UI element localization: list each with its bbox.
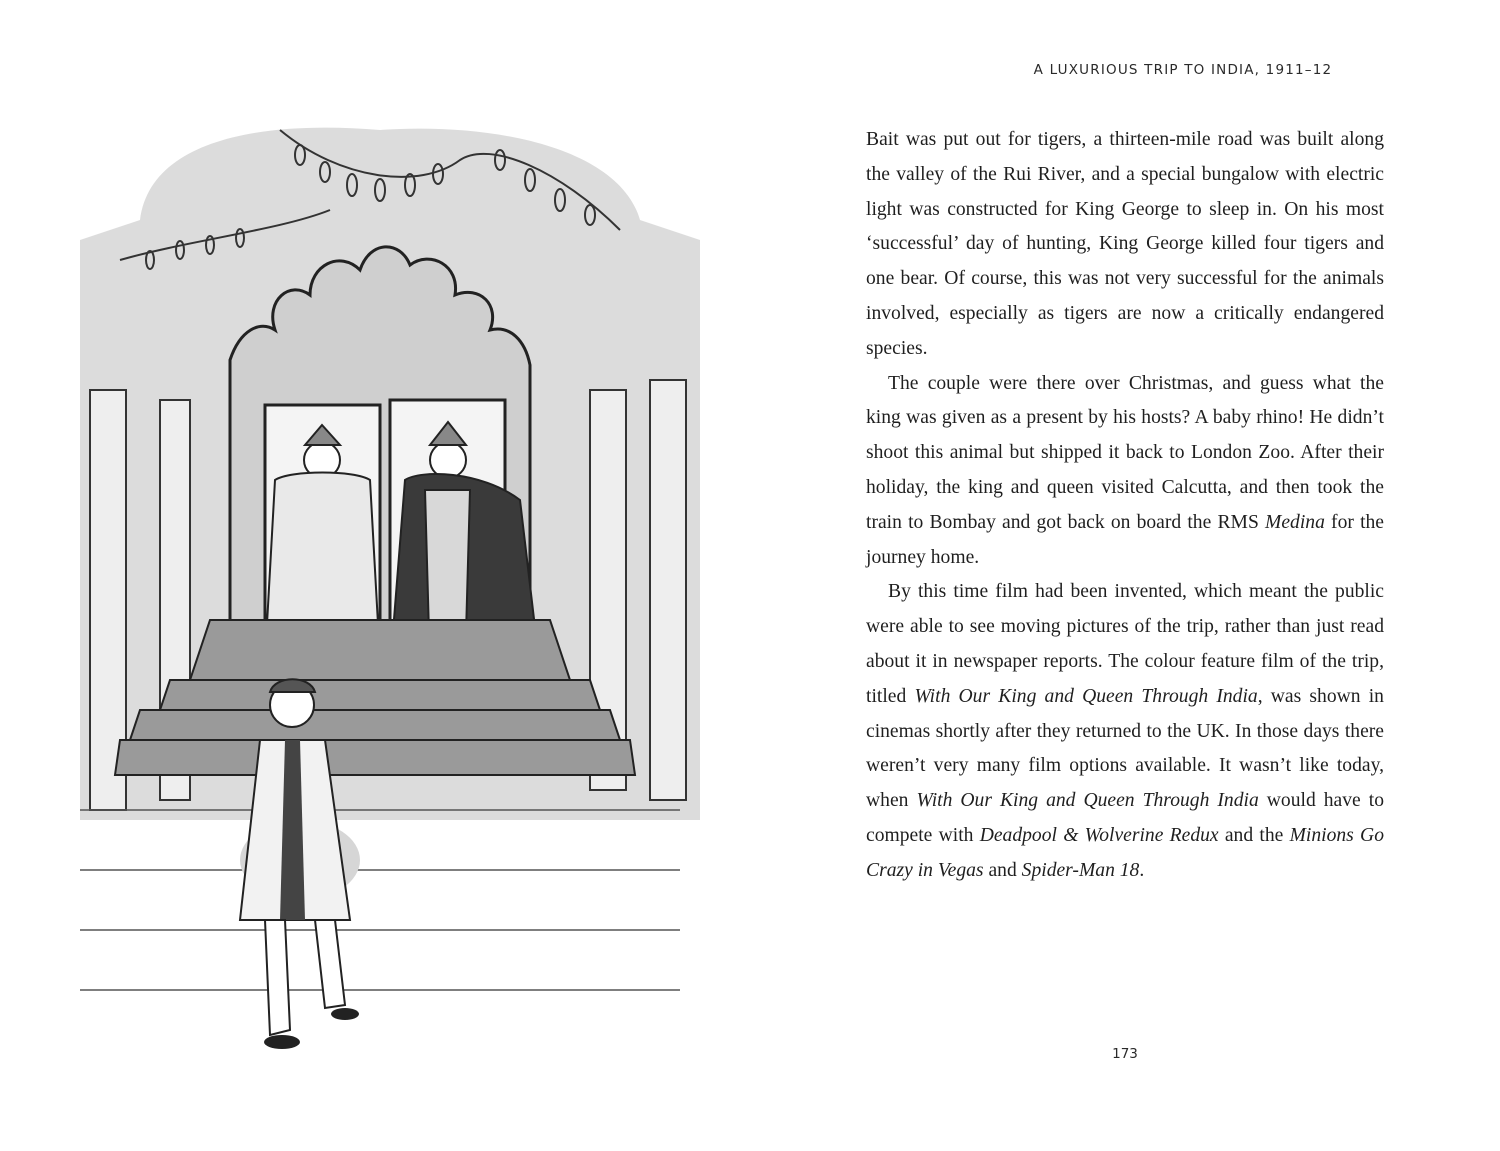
text-run: for the journey home. xyxy=(866,511,1385,568)
text-run: The couple were there over Christmas, and guess what the king was given as a present by his hosts? A baby rhino! He didn’t shoot this animal but shipped it back to London Zoo. After their holiday, the king and queen visited Calcutta, and then took the train to Bombay and got back on board the RMS xyxy=(866,372,1384,533)
italic-title-run: Medina xyxy=(1265,511,1325,533)
italic-title-run: Spider-Man 18 xyxy=(1021,859,1140,881)
text-run: . xyxy=(1139,859,1145,881)
text-run: , was shown in cinemas shortly after they returned to the UK. In those days there weren’t very many film options available. It wasn’t like today, when xyxy=(866,685,1384,812)
text-run: and the xyxy=(1218,824,1290,846)
durbar-illustration xyxy=(60,100,700,1070)
floor-lines xyxy=(80,810,680,990)
paragraph-2 xyxy=(866,367,1384,576)
italic-title-run: With Our King and Queen Through India xyxy=(914,685,1258,707)
text-run: and xyxy=(983,859,1022,881)
italic-title-run: With Our King and Queen Through India xyxy=(916,790,1259,812)
text-run: would have to compete with xyxy=(866,790,1384,846)
right-page xyxy=(750,0,1500,1151)
italic-title-run: Minions Go Crazy in Vegas xyxy=(866,824,1384,881)
body-text xyxy=(866,123,1384,889)
running-head: A LUXURIOUS TRIP TO INDIA, 1911–12 xyxy=(1033,62,1333,78)
text-run: By this time film had been invented, which meant the public were able to see moving pictures of the trip, rather than just read about it in newspaper reports. The colour feature film of the trip, titled xyxy=(866,581,1384,707)
paragraph-3 xyxy=(866,575,1384,888)
paragraph-1 xyxy=(866,123,1384,367)
italic-title-run: Deadpool & Wolverine Redux xyxy=(979,824,1219,846)
text-run: Bait was put out for tigers, a thirteen-mile road was built along the valley of the Rui River, and a special bungalow with electric light was constructed for King George to sleep in. On his most ‘successful’ day of hunting, King George killed four tigers and one bear. Of course, this was not very successful for the animals involved, especially as tigers are now a critically endangered species. xyxy=(866,129,1384,359)
page-number: 173 xyxy=(1112,1046,1138,1062)
